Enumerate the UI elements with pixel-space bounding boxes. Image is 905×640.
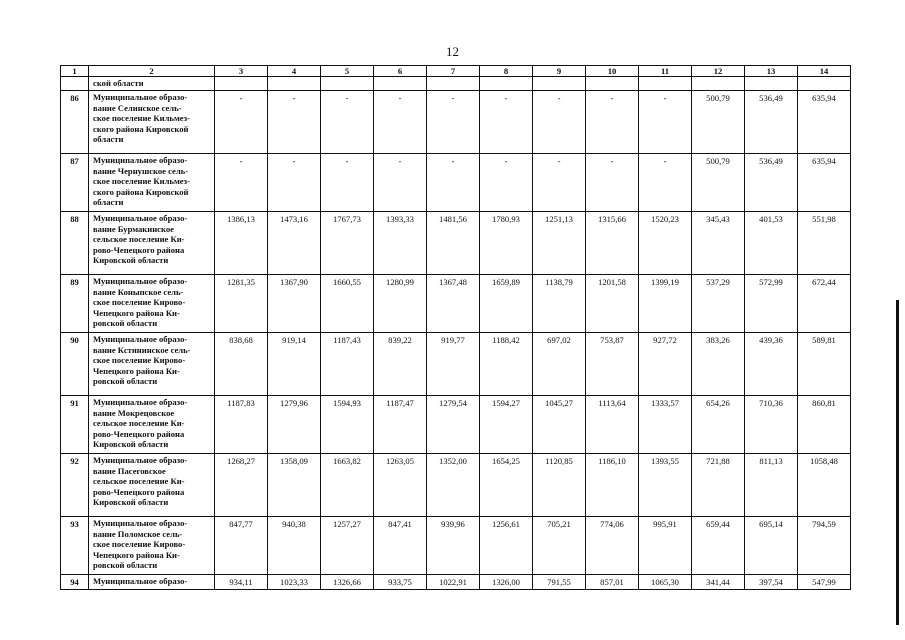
table-row <box>61 212 851 275</box>
value-cell: - <box>215 91 268 154</box>
value-cell: 1279,96 <box>268 396 321 454</box>
empty-cell <box>61 77 89 91</box>
value-cell: 774,06 <box>586 517 639 575</box>
column-number-cell: 12 <box>692 66 745 77</box>
value-cell: 500,79 <box>692 91 745 154</box>
value-cell: 397,54 <box>745 575 798 590</box>
value-cell: 547,99 <box>798 575 851 590</box>
value-cell: - <box>215 154 268 212</box>
value-cell: 536,49 <box>745 154 798 212</box>
empty-cell <box>745 77 798 91</box>
value-cell: 919,14 <box>268 333 321 396</box>
row-number: 93 <box>61 517 89 575</box>
value-cell: 1113,64 <box>586 396 639 454</box>
value-cell: 934,11 <box>215 575 268 590</box>
empty-cell <box>427 77 480 91</box>
column-number-cell: 10 <box>586 66 639 77</box>
municipality-name: Муниципальное образо- вание Селинское сель- ское поселение Кильмез- ского района Кировской области <box>89 91 215 154</box>
value-cell: 1065,30 <box>639 575 692 590</box>
value-cell: 721,88 <box>692 454 745 517</box>
value-cell: 439,36 <box>745 333 798 396</box>
value-cell: 1659,89 <box>480 275 533 333</box>
column-number-cell: 9 <box>533 66 586 77</box>
value-cell: 589,81 <box>798 333 851 396</box>
value-cell: - <box>586 154 639 212</box>
value-cell: - <box>480 91 533 154</box>
column-number-cell: 2 <box>89 66 215 77</box>
column-number-cell: 1 <box>61 66 89 77</box>
continuation-row <box>61 77 851 91</box>
municipality-name: Муниципальное образо- вание Чернушское сель- ское поселение Кильмез- ского района Кировской области <box>89 154 215 212</box>
value-cell: 1281,35 <box>215 275 268 333</box>
value-cell: 927,72 <box>639 333 692 396</box>
value-cell: 1654,25 <box>480 454 533 517</box>
municipality-name: Муниципальное образо- вание Бурмакинское сельское поселение Ки- рово-Чепецкого района Кировской области <box>89 212 215 275</box>
column-number-cell: 11 <box>639 66 692 77</box>
value-cell: - <box>639 91 692 154</box>
value-cell: 811,13 <box>745 454 798 517</box>
value-cell: 1660,55 <box>321 275 374 333</box>
table-row <box>61 275 851 333</box>
value-cell: 1279,54 <box>427 396 480 454</box>
table-row <box>61 517 851 575</box>
value-cell: 1187,47 <box>374 396 427 454</box>
value-cell: 1058,48 <box>798 454 851 517</box>
tariff-table <box>60 65 851 590</box>
value-cell: 401,53 <box>745 212 798 275</box>
empty-cell <box>374 77 427 91</box>
table-row <box>61 91 851 154</box>
table-row <box>61 154 851 212</box>
value-cell: 1257,27 <box>321 517 374 575</box>
municipality-name: Муниципальное образо- вание Поломское сель- ское поселение Кирово- Чепецкого района Ки- ровской области <box>89 517 215 575</box>
value-cell: 1326,66 <box>321 575 374 590</box>
value-cell: - <box>533 154 586 212</box>
row-number: 92 <box>61 454 89 517</box>
value-cell: 1263,05 <box>374 454 427 517</box>
column-number-row <box>61 66 851 77</box>
value-cell: 383,26 <box>692 333 745 396</box>
table-row <box>61 454 851 517</box>
value-cell: - <box>427 154 480 212</box>
value-cell: 791,55 <box>533 575 586 590</box>
value-cell: 572,99 <box>745 275 798 333</box>
value-cell: 1022,91 <box>427 575 480 590</box>
value-cell: 1256,61 <box>480 517 533 575</box>
table-row <box>61 333 851 396</box>
column-number-cell: 13 <box>745 66 798 77</box>
value-cell: 860,81 <box>798 396 851 454</box>
value-cell: - <box>533 91 586 154</box>
value-cell: - <box>268 91 321 154</box>
value-cell: 1393,33 <box>374 212 427 275</box>
value-cell: - <box>480 154 533 212</box>
value-cell: 705,21 <box>533 517 586 575</box>
value-cell: 1386,13 <box>215 212 268 275</box>
row-number: 89 <box>61 275 89 333</box>
value-cell: 939,96 <box>427 517 480 575</box>
value-cell: 345,43 <box>692 212 745 275</box>
value-cell: 1473,16 <box>268 212 321 275</box>
empty-cell <box>480 77 533 91</box>
value-cell: 1399,19 <box>639 275 692 333</box>
value-cell: - <box>321 91 374 154</box>
value-cell: 1280,99 <box>374 275 427 333</box>
row-number: 91 <box>61 396 89 454</box>
value-cell: 654,26 <box>692 396 745 454</box>
value-cell: 847,41 <box>374 517 427 575</box>
value-cell: 995,91 <box>639 517 692 575</box>
value-cell: 794,59 <box>798 517 851 575</box>
value-cell: - <box>268 154 321 212</box>
value-cell: 1201,58 <box>586 275 639 333</box>
municipality-name: Муниципальное образо- вание Коныпское сель- ское поселение Кирово- Чепецкого района Ки- ровской области <box>89 275 215 333</box>
value-cell: 1358,09 <box>268 454 321 517</box>
page-number: 12 <box>446 44 459 59</box>
value-cell: 1188,42 <box>480 333 533 396</box>
row-number: 87 <box>61 154 89 212</box>
value-cell: 933,75 <box>374 575 427 590</box>
value-cell: 1187,43 <box>321 333 374 396</box>
value-cell: - <box>586 91 639 154</box>
value-cell: 1594,27 <box>480 396 533 454</box>
value-cell: 1138,79 <box>533 275 586 333</box>
column-number-cell: 5 <box>321 66 374 77</box>
row-number: 90 <box>61 333 89 396</box>
empty-cell <box>798 77 851 91</box>
empty-cell <box>692 77 745 91</box>
column-number-cell: 3 <box>215 66 268 77</box>
column-number-cell: 8 <box>480 66 533 77</box>
value-cell: 1663,82 <box>321 454 374 517</box>
value-cell: 500,79 <box>692 154 745 212</box>
value-cell: 710,36 <box>745 396 798 454</box>
value-cell: 1352,00 <box>427 454 480 517</box>
value-cell: 1268,27 <box>215 454 268 517</box>
column-number-cell: 7 <box>427 66 480 77</box>
value-cell: 635,94 <box>798 154 851 212</box>
value-cell: 537,29 <box>692 275 745 333</box>
value-cell: - <box>321 154 374 212</box>
value-cell: 838,68 <box>215 333 268 396</box>
column-number-cell: 14 <box>798 66 851 77</box>
value-cell: 1520,23 <box>639 212 692 275</box>
value-cell: 1481,56 <box>427 212 480 275</box>
scan-edge-bar <box>896 300 899 625</box>
value-cell: 536,49 <box>745 91 798 154</box>
value-cell: 847,77 <box>215 517 268 575</box>
value-cell: 1367,90 <box>268 275 321 333</box>
value-cell: 1393,55 <box>639 454 692 517</box>
value-cell: 1187,83 <box>215 396 268 454</box>
municipality-name: Муниципальное образо- <box>89 575 215 590</box>
value-cell: 857,01 <box>586 575 639 590</box>
value-cell: - <box>374 154 427 212</box>
column-number-cell: 4 <box>268 66 321 77</box>
column-number-cell: 6 <box>374 66 427 77</box>
value-cell: - <box>427 91 480 154</box>
value-cell: 1315,66 <box>586 212 639 275</box>
municipality-name: Муниципальное образо- вание Мокрецовское сельское поселение Ки- рово-Чепецкого района Кировской области <box>89 396 215 454</box>
value-cell: 341,44 <box>692 575 745 590</box>
value-cell: - <box>639 154 692 212</box>
value-cell: 1023,33 <box>268 575 321 590</box>
empty-cell <box>639 77 692 91</box>
value-cell: 919,77 <box>427 333 480 396</box>
value-cell: 1326,00 <box>480 575 533 590</box>
table-row <box>61 396 851 454</box>
value-cell: 1367,48 <box>427 275 480 333</box>
value-cell: 1186,10 <box>586 454 639 517</box>
municipality-name: Муниципальное образо- вание Кстининское сель- ское поселение Кирово- Чепецкого района Ки- ровской области <box>89 333 215 396</box>
value-cell: 753,87 <box>586 333 639 396</box>
empty-cell <box>215 77 268 91</box>
value-cell: 1780,93 <box>480 212 533 275</box>
empty-cell <box>268 77 321 91</box>
value-cell: - <box>374 91 427 154</box>
row-number: 94 <box>61 575 89 590</box>
empty-cell <box>533 77 586 91</box>
value-cell: 1767,73 <box>321 212 374 275</box>
value-cell: 1251,13 <box>533 212 586 275</box>
table-row <box>61 575 851 590</box>
value-cell: 672,44 <box>798 275 851 333</box>
continuation-text: ской области <box>89 77 215 91</box>
value-cell: 551,98 <box>798 212 851 275</box>
value-cell: 1045,27 <box>533 396 586 454</box>
value-cell: 940,38 <box>268 517 321 575</box>
empty-cell <box>321 77 374 91</box>
value-cell: 1594,93 <box>321 396 374 454</box>
value-cell: 1333,57 <box>639 396 692 454</box>
value-cell: 659,44 <box>692 517 745 575</box>
row-number: 86 <box>61 91 89 154</box>
municipality-name: Муниципальное образо- вание Пасеговское сельское поселение Ки- рово-Чепецкого района Кировской области <box>89 454 215 517</box>
value-cell: 1120,85 <box>533 454 586 517</box>
row-number: 88 <box>61 212 89 275</box>
empty-cell <box>586 77 639 91</box>
value-cell: 635,94 <box>798 91 851 154</box>
value-cell: 697,02 <box>533 333 586 396</box>
value-cell: 839,22 <box>374 333 427 396</box>
value-cell: 695,14 <box>745 517 798 575</box>
